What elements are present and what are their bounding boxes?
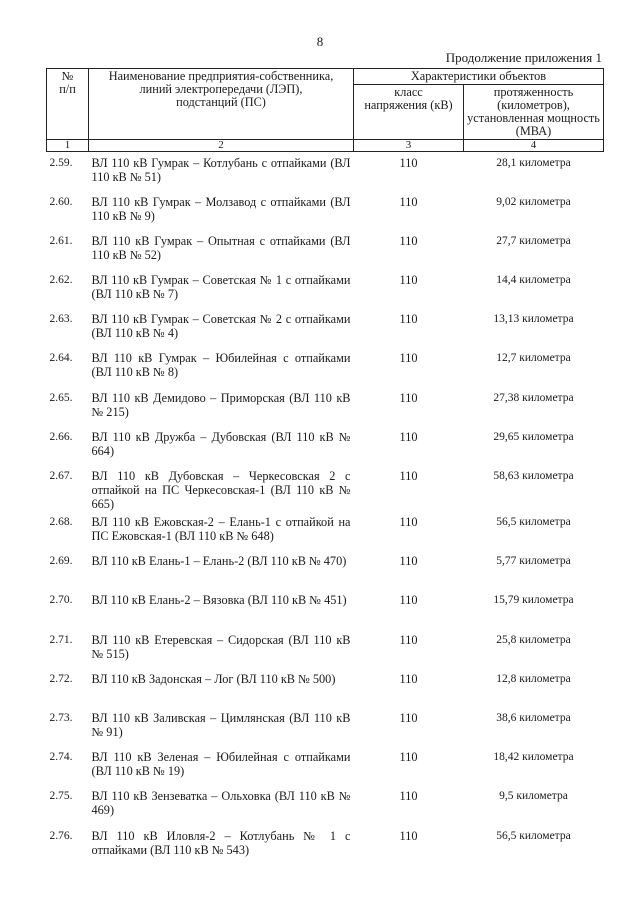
row-length: 56,5 километра: [496, 516, 571, 528]
row-voltage-class: 110: [399, 554, 418, 569]
row-length: 27,38 километра: [493, 391, 574, 404]
row-number: 2.75.: [49, 790, 73, 803]
header-num: № п/п: [47, 69, 89, 140]
table-row: [47, 426, 604, 465]
row-length: 28,1 километра: [496, 157, 571, 169]
header-voltage-class: класс напряжения (кВ): [354, 85, 464, 140]
table-row: [47, 387, 604, 426]
table-row: [47, 629, 604, 668]
row-name: ВЛ 110 кВ Задонская – Лог (ВЛ 110 кВ № 500): [91, 671, 336, 686]
row-number: 2.72.: [49, 672, 73, 685]
column-index-row: [47, 140, 604, 152]
page-number: 8: [316, 34, 324, 49]
row-number: 2.61.: [49, 234, 73, 247]
table-row: [47, 269, 604, 308]
row-voltage-class: 110: [399, 156, 418, 170]
row-length: 18,42 километра: [493, 751, 574, 764]
row-name: ВЛ 110 кВ Иловля-2 – Котлубань № 1 с отпайками (ВЛ 110 кВ № 543): [91, 828, 351, 857]
column-index: 4: [464, 140, 604, 152]
row-number: 2.66.: [49, 430, 73, 443]
row-name: ВЛ 110 кВ Гумрак – Молзавод с отпайками (ВЛ 110 кВ № 9): [91, 194, 351, 223]
row-voltage-class: 110: [399, 273, 418, 288]
objects-table: [46, 68, 604, 864]
table-row: [47, 668, 604, 707]
row-length: 14,4 километра: [496, 274, 571, 287]
row-name: ВЛ 110 кВ Ежовская-2 – Елань-1 с отпайкой на ПС Ежовская-1 (ВЛ 110 кВ № 648): [91, 515, 351, 543]
row-number: 2.71.: [49, 633, 73, 646]
row-length: 38,6 километра: [496, 711, 571, 724]
row-voltage-class: 110: [399, 351, 418, 366]
table-row: [47, 152, 604, 191]
row-length: 9,02 километра: [496, 195, 571, 208]
row-length: 15,79 километра: [493, 594, 574, 607]
row-name: ВЛ 110 кВ Демидово – Приморская (ВЛ 110 кВ № 215): [91, 390, 351, 419]
table-row: [47, 511, 604, 550]
row-number: 2.59.: [49, 157, 73, 169]
row-length: 29,65 километра: [493, 430, 574, 443]
header-name: Наименование предприятия-собственника, линий электропередачи (ЛЭП), подстанций (ПС): [89, 69, 354, 140]
row-name: ВЛ 110 кВ Гумрак – Котлубань с отпайками (ВЛ 110 кВ № 51): [91, 156, 351, 184]
row-name: ВЛ 110 кВ Гумрак – Советская № 2 с отпайками (ВЛ 110 кВ № 4): [91, 312, 351, 341]
row-length: 27,7 километра: [496, 234, 571, 247]
row-name: ВЛ 110 кВ Елань-1 – Елань-2 (ВЛ 110 кВ № 470): [91, 554, 347, 569]
row-number: 2.62.: [49, 274, 73, 287]
row-length: 56,5 километра: [496, 829, 571, 842]
row-voltage-class: 110: [399, 469, 418, 483]
row-voltage-class: 110: [399, 593, 418, 608]
row-number: 2.63.: [49, 313, 73, 326]
row-number: 2.64.: [49, 352, 73, 365]
row-voltage-class: 110: [399, 632, 418, 647]
row-voltage-class: 110: [399, 233, 418, 248]
table-row: [47, 191, 604, 230]
row-number: 2.73.: [49, 711, 73, 724]
row-length: 13,13 километра: [493, 313, 574, 326]
row-name: ВЛ 110 кВ Елань-2 – Вязовка (ВЛ 110 кВ № 451): [91, 593, 347, 608]
row-number: 2.74.: [49, 751, 73, 764]
row-name: ВЛ 110 кВ Заливская – Цимлянская (ВЛ 110 кВ № 91): [91, 710, 351, 739]
row-voltage-class: 110: [399, 429, 418, 444]
row-voltage-class: 110: [399, 710, 418, 725]
row-name: ВЛ 110 кВ Гумрак – Юбилейная с отпайками (ВЛ 110 кВ № 8): [91, 351, 351, 380]
table-row: [47, 550, 604, 589]
row-name: ВЛ 110 кВ Зензеватка – Ольховка (ВЛ 110 кВ № 469): [91, 789, 351, 818]
row-number: 2.60.: [49, 195, 73, 208]
row-voltage-class: 110: [399, 750, 418, 765]
row-number: 2.67.: [49, 470, 73, 482]
row-length: 12,7 километра: [496, 352, 571, 365]
column-index: 3: [354, 140, 464, 152]
row-name: ВЛ 110 кВ Зеленая – Юбилейная с отпайками (ВЛ 110 кВ № 19): [91, 750, 351, 779]
table-row: [47, 707, 604, 746]
row-voltage-class: 110: [399, 789, 418, 804]
row-name: ВЛ 110 кВ Етеревская – Сидорская (ВЛ 110 кВ № 515): [91, 632, 351, 661]
row-voltage-class: 110: [399, 390, 418, 405]
header-length: протяженность (километров), установленная мощность (МВА): [464, 85, 604, 140]
row-voltage-class: 110: [399, 312, 418, 327]
table-row: [47, 465, 604, 511]
row-voltage-class: 110: [399, 194, 418, 209]
table-row: [47, 589, 604, 628]
table-row: [47, 785, 604, 824]
row-length: 25,8 километра: [496, 633, 571, 646]
row-voltage-class: 110: [399, 828, 418, 843]
row-name: ВЛ 110 кВ Гумрак – Советская № 1 с отпайками (ВЛ 110 кВ № 7): [91, 273, 351, 302]
row-name: ВЛ 110 кВ Дубовская – Черкесовская 2 с отпайкой на ПС Черкесовская-1 (ВЛ 110 кВ № 665): [91, 469, 351, 511]
table-row: [47, 308, 604, 347]
row-name: ВЛ 110 кВ Гумрак – Опытная с отпайками (ВЛ 110 кВ № 52): [91, 233, 351, 262]
row-name: ВЛ 110 кВ Дружба – Дубовская (ВЛ 110 кВ № 664): [91, 429, 351, 458]
row-length: 5,77 километра: [496, 555, 571, 568]
column-index: 1: [47, 140, 89, 152]
row-length: 12,8 километра: [496, 672, 571, 685]
row-voltage-class: 110: [399, 671, 418, 686]
column-index: 2: [89, 140, 354, 152]
table-row: [47, 746, 604, 785]
row-number: 2.68.: [49, 516, 73, 528]
header-characteristics: Характеристики объектов: [354, 69, 604, 85]
table-row: [47, 230, 604, 269]
table-row: [47, 347, 604, 386]
row-number: 2.70.: [49, 594, 73, 607]
continuation-label: Продолжение приложения 1: [445, 50, 602, 65]
row-number: 2.76.: [49, 829, 73, 842]
row-number: 2.69.: [49, 555, 73, 568]
row-length: 58,63 километра: [493, 470, 574, 482]
table-row: [47, 825, 604, 864]
row-length: 9,5 километра: [499, 790, 568, 803]
row-voltage-class: 110: [399, 515, 418, 529]
row-number: 2.65.: [49, 391, 73, 404]
